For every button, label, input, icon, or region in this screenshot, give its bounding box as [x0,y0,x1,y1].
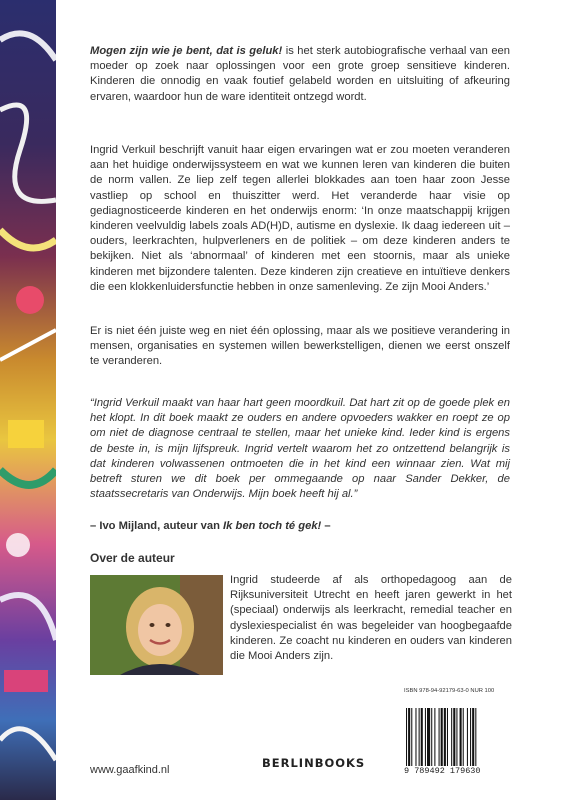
barcode-digits: 9 789492 179630 [404,766,481,776]
barcode-bar [444,708,446,766]
author-portrait [90,575,223,675]
barcode-bar [421,708,423,766]
attribution-book: Ik ben toch té gek! [223,520,322,532]
barcode-bar [425,708,426,766]
website-url[interactable]: www.gaafkind.nl [90,764,170,776]
barcode-bar [456,708,457,766]
barcode-bar [415,708,416,766]
author-photo [90,575,223,675]
intro-text: is het sterk autobiografische verhaal van een moeder op zoek naar oplossingen voor een grote groep sensitieve kinderen. Kinderen die onnodig en vaak foutief gelabeld worden en uitsluiting of afkeuring ervaren, waardoor hun de ware identiteit ontzegd wordt. [90,45,510,103]
isbn-line: ISBN 978-94-92179-63-0 NUR 100 [404,688,495,694]
barcode-bar [467,708,468,766]
barcode-bar [434,708,435,766]
barcode-bar [406,708,407,766]
barcode-bar [408,708,410,766]
isbn-block [404,688,510,780]
intro-paragraph [90,44,510,105]
barcode-bar [451,708,452,766]
description-paragraph: Ingrid Verkuil beschrijft vanuit haar eigen ervaringen wat er zou moeten veranderen aan het huidige onderwijssysteem en wat we kunnen leren van kinderen die buiten de norm vallen. Ze liep zelf tegen allerlei blokkades aan toen haar zoon Jesse vastliep op school en thuiszitter werd. Het veranderde haar visie op gediagnosticeerde kinderen en het onderwijs enorm: ‘In onze maatschappij krijgen kinderen veelvuldig labels zoals AD(H)D, autisme en dyslexie. Ik daag iedereen uit – ouders, leerkrachten, hulpverleners en de politiek – om deze kinderen anders te bekijken. Niet als ‘abnormaal’ of kinderen met een stoornis, maar als unieke kinderen met bijzondere talenten. Deze kinderen zijn creatieve en intuïtieve denkers die een klokkenluidersfunctie hebben in onze samenleving. Ze zijn Mooi Anders.’ [90,144,510,293]
barcode-bar [460,708,462,766]
closing-paragraph: Er is niet één juiste weg en niet één oplossing, maar als we positieve verandering in mensen, organisaties en systemen willen bewerkstelligen, dienen we eerst onszelf te veranderen. [90,325,510,368]
barcode-bar [431,708,432,766]
barcode-bar [472,708,474,766]
about-author-heading: Over de auteur [90,551,175,565]
quote-attribution [90,519,510,534]
publisher-name: BERLINBOOKS [262,756,366,770]
barcode-bar [411,708,412,766]
barcode-bar [441,708,443,766]
barcode-bar [439,708,440,766]
endorsement-quote: “Ingrid Verkuil maakt van haar hart geen moordkuil. Dat hart zit op de goede plek en het klopt. In dit boek maakt ze ouders en andere opvoeders wakker en roept ze op om niet de diagnose centraal te stellen, maar het unieke kind. Ieder kind is ergens de beste in, is mijn lijfspreuk. Ingrid vertelt waarom het zo ontzettend belangrijk is dat kinderen volwassenen ontmoeten die in het kind een winnaar zien. Wat mij betreft sturen we dit boek per ommegaande op naar Sander Dekker, de staatssecretaris van Onderwijs. Mijn boek heeft hij al.” [90,397,510,501]
book-title: Mogen zijn wie je bent, dat is geluk! [90,45,283,57]
barcode-bar [470,708,471,766]
barcode-bar [447,708,448,766]
about-author-text: Ingrid studeerde af als orthopedagoog aan de Rijksuniversiteit Utrecht en heeft jaren gewerkt in het (speciaal) onderwijs als leerkracht, remedial teacher en dyslexiespecialist én was begeleider van hoogbegaafde kinderen. Ze coacht nu kinderen en ouders van kinderen die Mooi Anders zijn. [230,574,512,663]
graffiti-pattern [0,0,56,800]
barcode-bar [427,708,430,766]
barcode-bar [419,708,420,766]
barcode [404,708,510,766]
barcode-bar [475,708,476,766]
attribution-prefix: – Ivo Mijland, auteur van [90,520,224,532]
attribution-suffix: – [321,520,331,532]
barcode-bar [453,708,455,766]
graffiti-artwork [0,0,56,800]
publisher-logo [262,752,372,774]
barcode-bar [463,708,464,766]
